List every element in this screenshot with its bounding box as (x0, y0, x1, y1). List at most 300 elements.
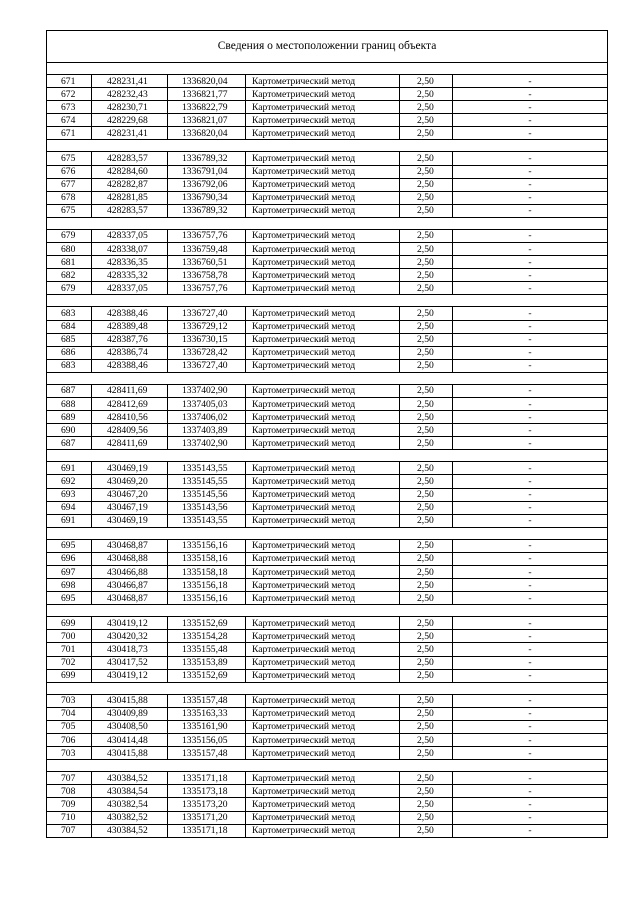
description-cell: - (453, 152, 608, 165)
method-cell: Картометрический метод (246, 772, 400, 785)
group-separator (47, 63, 608, 75)
coord-y-cell: 1336757,76 (168, 229, 246, 242)
coord-y-cell: 1336820,04 (168, 75, 246, 88)
method-cell: Картометрический метод (246, 229, 400, 242)
description-cell: - (453, 824, 608, 837)
table-row (47, 178, 608, 191)
coord-y-cell: 1336789,32 (168, 152, 246, 165)
accuracy-cell: 2,50 (400, 630, 453, 643)
point-number-cell: 710 (47, 811, 92, 824)
method-cell: Картометрический метод (246, 811, 400, 824)
description-cell: - (453, 127, 608, 140)
coord-x-cell: 430420,32 (92, 630, 168, 643)
coord-y-cell: 1337403,89 (168, 424, 246, 437)
description-cell: - (453, 772, 608, 785)
point-number-cell: 695 (47, 539, 92, 552)
group-separator-row (47, 140, 608, 152)
method-cell: Картометрический метод (246, 552, 400, 565)
coord-x-cell: 430418,73 (92, 643, 168, 656)
accuracy-cell: 2,50 (400, 539, 453, 552)
description-cell: - (453, 656, 608, 669)
coord-y-cell: 1336789,32 (168, 204, 246, 217)
coord-x-cell: 428337,05 (92, 282, 168, 295)
group-separator (47, 527, 608, 539)
method-cell: Картометрический метод (246, 475, 400, 488)
point-number-cell: 699 (47, 669, 92, 682)
coord-y-cell: 1335143,55 (168, 462, 246, 475)
accuracy-cell: 2,50 (400, 811, 453, 824)
point-number-cell: 692 (47, 475, 92, 488)
accuracy-cell: 2,50 (400, 720, 453, 733)
group-separator-row (47, 63, 608, 75)
group-separator-row (47, 527, 608, 539)
coord-y-cell: 1336729,12 (168, 320, 246, 333)
coord-x-cell: 430466,88 (92, 566, 168, 579)
description-cell: - (453, 707, 608, 720)
method-cell: Картометрический метод (246, 75, 400, 88)
coord-x-cell: 428389,48 (92, 320, 168, 333)
description-cell: - (453, 243, 608, 256)
method-cell: Картометрический метод (246, 269, 400, 282)
coord-y-cell: 1336730,15 (168, 333, 246, 346)
description-cell: - (453, 346, 608, 359)
description-cell: - (453, 437, 608, 450)
table-row (47, 617, 608, 630)
description-cell: - (453, 88, 608, 101)
accuracy-cell: 2,50 (400, 617, 453, 630)
point-number-cell: 683 (47, 359, 92, 372)
group-separator (47, 372, 608, 384)
description-cell: - (453, 552, 608, 565)
description-cell: - (453, 720, 608, 733)
method-cell: Картометрический метод (246, 114, 400, 127)
method-cell: Картометрический метод (246, 256, 400, 269)
method-cell: Картометрический метод (246, 617, 400, 630)
coord-x-cell: 430469,20 (92, 475, 168, 488)
point-number-cell: 697 (47, 566, 92, 579)
table-row (47, 282, 608, 295)
point-number-cell: 708 (47, 785, 92, 798)
coord-x-cell: 428230,71 (92, 101, 168, 114)
point-number-cell: 683 (47, 307, 92, 320)
table-row (47, 785, 608, 798)
description-cell: - (453, 397, 608, 410)
method-cell: Картометрический метод (246, 384, 400, 397)
table-row (47, 475, 608, 488)
accuracy-cell: 2,50 (400, 437, 453, 450)
description-cell: - (453, 694, 608, 707)
accuracy-cell: 2,50 (400, 798, 453, 811)
point-number-cell: 686 (47, 346, 92, 359)
method-cell: Картометрический метод (246, 694, 400, 707)
group-separator (47, 760, 608, 772)
coord-y-cell: 1335171,18 (168, 824, 246, 837)
table-row (47, 269, 608, 282)
description-cell: - (453, 411, 608, 424)
point-number-cell: 703 (47, 694, 92, 707)
accuracy-cell: 2,50 (400, 424, 453, 437)
boundary-table-body (47, 31, 608, 838)
method-cell: Картометрический метод (246, 320, 400, 333)
coord-x-cell: 430469,19 (92, 462, 168, 475)
accuracy-cell: 2,50 (400, 643, 453, 656)
table-row (47, 669, 608, 682)
coord-x-cell: 428283,57 (92, 152, 168, 165)
coord-x-cell: 428388,46 (92, 359, 168, 372)
coord-y-cell: 1335173,20 (168, 798, 246, 811)
method-cell: Картометрический метод (246, 643, 400, 656)
method-cell: Картометрический метод (246, 411, 400, 424)
description-cell: - (453, 282, 608, 295)
method-cell: Картометрический метод (246, 707, 400, 720)
accuracy-cell: 2,50 (400, 747, 453, 760)
group-separator-row (47, 760, 608, 772)
coord-x-cell: 428282,87 (92, 178, 168, 191)
coord-y-cell: 1336758,78 (168, 269, 246, 282)
point-number-cell: 702 (47, 656, 92, 669)
coord-y-cell: 1335171,20 (168, 811, 246, 824)
coord-y-cell: 1335156,05 (168, 734, 246, 747)
description-cell: - (453, 475, 608, 488)
accuracy-cell: 2,50 (400, 552, 453, 565)
coord-x-cell: 430468,87 (92, 539, 168, 552)
table-row (47, 346, 608, 359)
table-row (47, 384, 608, 397)
coord-y-cell: 1336821,07 (168, 114, 246, 127)
description-cell: - (453, 798, 608, 811)
point-number-cell: 694 (47, 501, 92, 514)
coord-y-cell: 1337402,90 (168, 437, 246, 450)
table-row (47, 592, 608, 605)
coord-x-cell: 430468,88 (92, 552, 168, 565)
accuracy-cell: 2,50 (400, 669, 453, 682)
table-row (47, 243, 608, 256)
table-row (47, 101, 608, 114)
coord-y-cell: 1336757,76 (168, 282, 246, 295)
coord-x-cell: 428387,76 (92, 333, 168, 346)
coord-y-cell: 1335153,89 (168, 656, 246, 669)
table-row (47, 824, 608, 837)
coord-y-cell: 1336759,48 (168, 243, 246, 256)
coord-y-cell: 1335156,18 (168, 579, 246, 592)
description-cell: - (453, 579, 608, 592)
method-cell: Картометрический метод (246, 514, 400, 527)
method-cell: Картометрический метод (246, 630, 400, 643)
point-number-cell: 684 (47, 320, 92, 333)
table-row (47, 229, 608, 242)
table-row (47, 734, 608, 747)
accuracy-cell: 2,50 (400, 475, 453, 488)
coord-x-cell: 428231,41 (92, 127, 168, 140)
coord-x-cell: 428232,43 (92, 88, 168, 101)
coord-y-cell: 1335156,16 (168, 539, 246, 552)
accuracy-cell: 2,50 (400, 707, 453, 720)
coord-x-cell: 430466,87 (92, 579, 168, 592)
description-cell: - (453, 617, 608, 630)
table-row (47, 630, 608, 643)
coord-y-cell: 1335171,18 (168, 772, 246, 785)
coord-x-cell: 428410,56 (92, 411, 168, 424)
accuracy-cell: 2,50 (400, 488, 453, 501)
accuracy-cell: 2,50 (400, 191, 453, 204)
point-number-cell: 706 (47, 734, 92, 747)
description-cell: - (453, 101, 608, 114)
coord-y-cell: 1336790,34 (168, 191, 246, 204)
method-cell: Картометрический метод (246, 669, 400, 682)
table-row (47, 424, 608, 437)
coord-x-cell: 430414,48 (92, 734, 168, 747)
accuracy-cell: 2,50 (400, 785, 453, 798)
coord-y-cell: 1337402,90 (168, 384, 246, 397)
description-cell: - (453, 165, 608, 178)
group-separator (47, 217, 608, 229)
table-row (47, 462, 608, 475)
point-number-cell: 681 (47, 256, 92, 269)
method-cell: Картометрический метод (246, 437, 400, 450)
coord-y-cell: 1335152,69 (168, 617, 246, 630)
description-cell: - (453, 643, 608, 656)
description-cell: - (453, 114, 608, 127)
table-row (47, 720, 608, 733)
method-cell: Картометрический метод (246, 720, 400, 733)
coord-x-cell: 430408,50 (92, 720, 168, 733)
description-cell: - (453, 488, 608, 501)
description-cell: - (453, 539, 608, 552)
table-row (47, 191, 608, 204)
coord-y-cell: 1337406,02 (168, 411, 246, 424)
coord-y-cell: 1335145,55 (168, 475, 246, 488)
coord-x-cell: 430409,89 (92, 707, 168, 720)
coord-y-cell: 1335152,69 (168, 669, 246, 682)
method-cell: Картометрический метод (246, 152, 400, 165)
point-number-cell: 695 (47, 592, 92, 605)
point-number-cell: 691 (47, 514, 92, 527)
table-row (47, 333, 608, 346)
description-cell: - (453, 75, 608, 88)
coord-y-cell: 1335157,48 (168, 694, 246, 707)
accuracy-cell: 2,50 (400, 346, 453, 359)
description-cell: - (453, 307, 608, 320)
coord-y-cell: 1336728,42 (168, 346, 246, 359)
table-row (47, 165, 608, 178)
point-number-cell: 700 (47, 630, 92, 643)
accuracy-cell: 2,50 (400, 333, 453, 346)
method-cell: Картометрический метод (246, 88, 400, 101)
coord-y-cell: 1336727,40 (168, 359, 246, 372)
coord-x-cell: 428281,85 (92, 191, 168, 204)
coord-x-cell: 428388,46 (92, 307, 168, 320)
accuracy-cell: 2,50 (400, 204, 453, 217)
group-separator-row (47, 682, 608, 694)
method-cell: Картометрический метод (246, 656, 400, 669)
point-number-cell: 676 (47, 165, 92, 178)
coord-y-cell: 1335154,28 (168, 630, 246, 643)
coord-x-cell: 430384,52 (92, 824, 168, 837)
table-row (47, 514, 608, 527)
method-cell: Картометрический метод (246, 204, 400, 217)
accuracy-cell: 2,50 (400, 243, 453, 256)
table-row (47, 772, 608, 785)
method-cell: Картометрический метод (246, 734, 400, 747)
coord-y-cell: 1335156,16 (168, 592, 246, 605)
coord-x-cell: 428386,74 (92, 346, 168, 359)
accuracy-cell: 2,50 (400, 694, 453, 707)
point-number-cell: 689 (47, 411, 92, 424)
point-number-cell: 699 (47, 617, 92, 630)
description-cell: - (453, 359, 608, 372)
coord-x-cell: 428231,41 (92, 75, 168, 88)
point-number-cell: 693 (47, 488, 92, 501)
coord-y-cell: 1337405,03 (168, 397, 246, 410)
table-row (47, 114, 608, 127)
description-cell: - (453, 333, 608, 346)
table-row (47, 501, 608, 514)
accuracy-cell: 2,50 (400, 256, 453, 269)
description-cell: - (453, 191, 608, 204)
table-row (47, 566, 608, 579)
coord-y-cell: 1336821,77 (168, 88, 246, 101)
coord-x-cell: 430469,19 (92, 514, 168, 527)
accuracy-cell: 2,50 (400, 656, 453, 669)
table-row (47, 539, 608, 552)
point-number-cell: 671 (47, 127, 92, 140)
description-cell: - (453, 269, 608, 282)
accuracy-cell: 2,50 (400, 824, 453, 837)
description-cell: - (453, 669, 608, 682)
method-cell: Картометрический метод (246, 307, 400, 320)
coord-x-cell: 430415,88 (92, 747, 168, 760)
accuracy-cell: 2,50 (400, 88, 453, 101)
accuracy-cell: 2,50 (400, 165, 453, 178)
method-cell: Картометрический метод (246, 501, 400, 514)
method-cell: Картометрический метод (246, 397, 400, 410)
point-number-cell: 680 (47, 243, 92, 256)
description-cell: - (453, 566, 608, 579)
method-cell: Картометрический метод (246, 539, 400, 552)
point-number-cell: 677 (47, 178, 92, 191)
table-row (47, 707, 608, 720)
point-number-cell: 698 (47, 579, 92, 592)
coord-x-cell: 428409,56 (92, 424, 168, 437)
description-cell: - (453, 178, 608, 191)
description-cell: - (453, 384, 608, 397)
method-cell: Картометрический метод (246, 101, 400, 114)
coord-x-cell: 428284,60 (92, 165, 168, 178)
table-row (47, 437, 608, 450)
table-row (47, 552, 608, 565)
method-cell: Картометрический метод (246, 824, 400, 837)
table-row (47, 152, 608, 165)
method-cell: Картометрический метод (246, 462, 400, 475)
table-row (47, 127, 608, 140)
method-cell: Картометрический метод (246, 191, 400, 204)
table-row (47, 579, 608, 592)
table-row (47, 75, 608, 88)
accuracy-cell: 2,50 (400, 307, 453, 320)
coord-y-cell: 1336792,06 (168, 178, 246, 191)
coord-y-cell: 1335155,48 (168, 643, 246, 656)
boundary-table (46, 30, 608, 838)
document-title: Сведения о местоположении границ объекта (47, 31, 608, 63)
accuracy-cell: 2,50 (400, 772, 453, 785)
coord-x-cell: 430384,54 (92, 785, 168, 798)
table-row (47, 307, 608, 320)
point-number-cell: 704 (47, 707, 92, 720)
point-number-cell: 705 (47, 720, 92, 733)
description-cell: - (453, 630, 608, 643)
coord-x-cell: 430467,20 (92, 488, 168, 501)
accuracy-cell: 2,50 (400, 178, 453, 191)
accuracy-cell: 2,50 (400, 579, 453, 592)
coord-x-cell: 428411,69 (92, 384, 168, 397)
point-number-cell: 685 (47, 333, 92, 346)
accuracy-cell: 2,50 (400, 501, 453, 514)
method-cell: Картометрический метод (246, 282, 400, 295)
point-number-cell: 679 (47, 282, 92, 295)
accuracy-cell: 2,50 (400, 384, 453, 397)
description-cell: - (453, 204, 608, 217)
accuracy-cell: 2,50 (400, 592, 453, 605)
table-row (47, 656, 608, 669)
coord-x-cell: 430467,19 (92, 501, 168, 514)
point-number-cell: 701 (47, 643, 92, 656)
coord-x-cell: 428336,35 (92, 256, 168, 269)
point-number-cell: 688 (47, 397, 92, 410)
method-cell: Картометрический метод (246, 127, 400, 140)
coord-x-cell: 430382,54 (92, 798, 168, 811)
description-cell: - (453, 501, 608, 514)
coord-x-cell: 430419,12 (92, 617, 168, 630)
method-cell: Картометрический метод (246, 488, 400, 501)
point-number-cell: 675 (47, 204, 92, 217)
group-separator-row (47, 217, 608, 229)
coord-x-cell: 428335,32 (92, 269, 168, 282)
table-row (47, 204, 608, 217)
method-cell: Картометрический метод (246, 178, 400, 191)
method-cell: Картометрический метод (246, 592, 400, 605)
coord-y-cell: 1335157,48 (168, 747, 246, 760)
coord-y-cell: 1336820,04 (168, 127, 246, 140)
method-cell: Картометрический метод (246, 333, 400, 346)
method-cell: Картометрический метод (246, 359, 400, 372)
table-row (47, 643, 608, 656)
point-number-cell: 691 (47, 462, 92, 475)
group-separator (47, 295, 608, 307)
accuracy-cell: 2,50 (400, 114, 453, 127)
coord-y-cell: 1335161,90 (168, 720, 246, 733)
point-number-cell: 709 (47, 798, 92, 811)
table-row (47, 88, 608, 101)
table-row (47, 694, 608, 707)
table-row (47, 359, 608, 372)
coord-x-cell: 428412,69 (92, 397, 168, 410)
description-cell: - (453, 320, 608, 333)
coord-x-cell: 430468,87 (92, 592, 168, 605)
coord-x-cell: 430417,52 (92, 656, 168, 669)
method-cell: Картометрический метод (246, 566, 400, 579)
table-row (47, 411, 608, 424)
description-cell: - (453, 229, 608, 242)
accuracy-cell: 2,50 (400, 229, 453, 242)
coord-x-cell: 428338,07 (92, 243, 168, 256)
point-number-cell: 687 (47, 384, 92, 397)
coord-x-cell: 428283,57 (92, 204, 168, 217)
group-separator (47, 140, 608, 152)
point-number-cell: 687 (47, 437, 92, 450)
coord-x-cell: 428411,69 (92, 437, 168, 450)
accuracy-cell: 2,50 (400, 566, 453, 579)
description-cell: - (453, 514, 608, 527)
